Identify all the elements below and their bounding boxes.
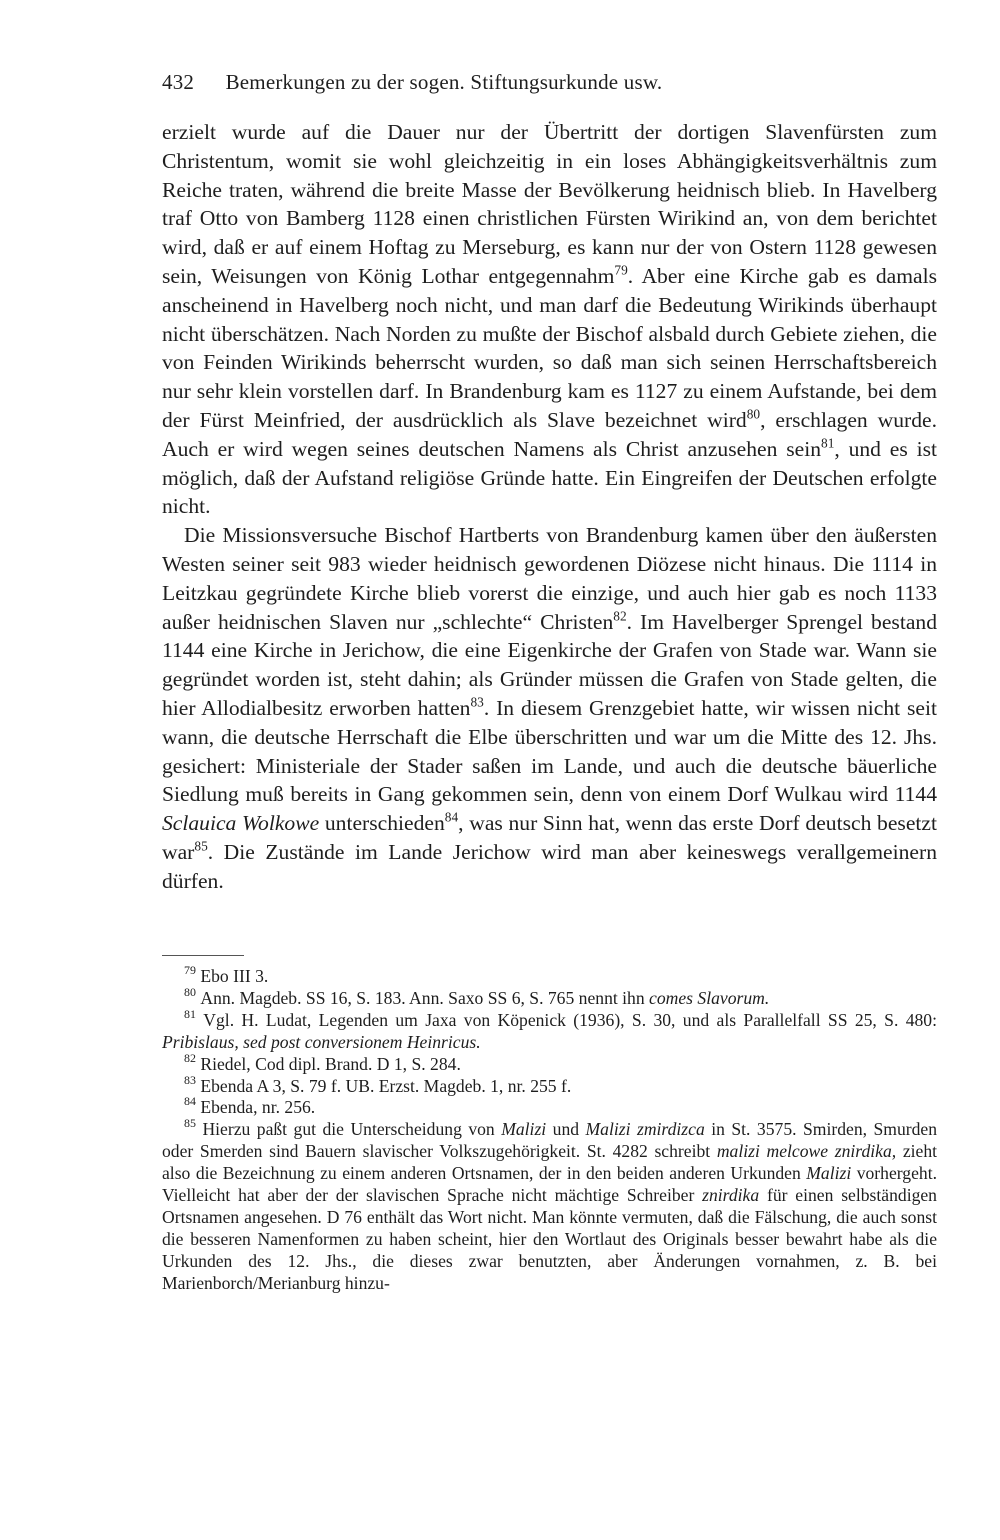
footnote bbox=[162, 1007, 937, 1054]
text-run: . Im Havelberger Sprengel bestand 1144 eine Kirche in Jerichow, die eine Eigenkirche der Grafen von Stade war. Wann sie gegründet worden ist, steht dahin; als Gründer müssen die Grafen von Stade gelten, die hier Allodialbesitz erworben hatten bbox=[162, 609, 938, 720]
footnote-number: 81 bbox=[184, 1007, 196, 1022]
footnote-text: Ebenda A 3, S. 79 f. UB. Erzst. Magdeb. 1, nr. 255 f. bbox=[200, 1075, 572, 1096]
footnote bbox=[162, 1116, 938, 1294]
italic-term: znirdika bbox=[702, 1185, 760, 1206]
footnote-text: Ann. Magdeb. SS 16, S. 183. Ann. Saxo SS 6, S. 765 nennt ihn bbox=[200, 987, 650, 1008]
page-number: 432 bbox=[162, 70, 195, 94]
footnote-text: vorhergeht. Vielleicht hat aber der der slavischen Sprache nicht mächtige Schreiber bbox=[162, 1163, 937, 1206]
footnote-ref[interactable]: 81 bbox=[821, 435, 835, 451]
footnote-ref[interactable]: 82 bbox=[613, 607, 627, 623]
footnote-number: 84 bbox=[184, 1094, 196, 1109]
italic-term: comes Slavorum. bbox=[649, 987, 770, 1008]
footnote bbox=[162, 1094, 937, 1119]
footnote bbox=[162, 1050, 937, 1076]
footnote-ref[interactable]: 84 bbox=[444, 809, 459, 825]
footnote-text: Ebenda, nr. 256. bbox=[200, 1097, 316, 1118]
text-run: , erschlagen wurde. Auch er wird wegen seines deutschen Namens als Christ anzusehen sein bbox=[162, 407, 937, 461]
footnote-text: für einen selbständigen Ortsnamen angesehen. D 76 enthält das Wort nicht. Man könnte vermuten, daß die Fälschung, die auch sonst die besseren Namenformen zu haben scheint, hier den Wortlaut des Originals besser bewahrt habe als die Urkunden des 12. Jhs., die dieses zwar benutzten, aber Änderungen vornahmen, z. B. bei Marienborch/Merianburg hinzu- bbox=[162, 1185, 937, 1293]
footnote-text: Hierzu paßt gut die Unterscheidung von bbox=[202, 1119, 502, 1140]
italic-term: Sclauica Wolkowe bbox=[162, 811, 320, 836]
italic-term: Malizi bbox=[806, 1163, 852, 1184]
footnotes bbox=[162, 963, 938, 1295]
main-text bbox=[162, 118, 937, 896]
text-run: , und es ist möglich, daß der Aufstand religiöse Gründe hatte. Ein Eingreifen der Deutschen erfolgte nicht. bbox=[162, 436, 937, 519]
italic-term: Pribislaus, sed post conversionem Heinricus. bbox=[162, 1031, 481, 1052]
footnote-number: 80 bbox=[184, 985, 196, 1000]
footnote-text: und bbox=[546, 1119, 586, 1140]
footnote-ref[interactable]: 83 bbox=[470, 694, 484, 710]
footnote-divider bbox=[162, 955, 244, 956]
footnote-number: 83 bbox=[184, 1072, 196, 1087]
footnote-ref[interactable]: 79 bbox=[614, 262, 628, 278]
paragraph bbox=[162, 118, 937, 521]
footnote-ref[interactable]: 85 bbox=[194, 838, 208, 854]
footnote-text: Riedel, Cod dipl. Brand. D 1, S. 284. bbox=[200, 1053, 461, 1074]
running-title: Bemerkungen zu der sogen. Stiftungsurkunde usw. bbox=[225, 70, 663, 94]
footnote-text: in St. 3575. Smirden, Smurden oder Smerden sind Bauern slavischer Volkszugehörigkeit. St. 4282 schreibt bbox=[162, 1119, 938, 1162]
text-run: erzielt wurde auf die Dauer nur der Übertritt der dortigen Slavenfürsten zum Christentum, womit sie wohl gleichzeitig in ein loses Abhängigkeitsverhältnis zum Reiche traten, während die breite Masse der Bevölkerung heidnisch blieb. In Havelberg traf Otto von Bamberg 1128 einen christlichen Fürsten Wirikind an, von dem berichtet wird, daß er auf einem Hoftag zu Merseburg, es kann nur der von Ostern 1128 gewesen sein, Weisungen von König Lothar entgegennahm bbox=[162, 120, 937, 288]
paragraph bbox=[162, 521, 937, 895]
text-run: . Aber eine Kirche gab es damals anscheinend in Havelberg noch nicht, und man darf die Bedeutung Wirikinds überhaupt nicht überschätzen. Nach Norden zu mußte der Bischof alsbald durch Gebiete ziehen, die von Feinden Wirikinds beherrscht wurden, so daß man sich seinen Herrschaftsbereich nur sehr klein vorstellen darf. In Brandenburg kam es 1127 zu einem Aufstande, bei dem der Fürst Meinfried, der ausdrücklich als Slave bezeichnet wird bbox=[162, 263, 938, 432]
footnote-text: zieht also die Bezeichnung zu einem anderen Ortsnamen, der in den beiden anderen Urkunden bbox=[162, 1141, 938, 1184]
text-run: . Die Zustände im Lande Jerichow wird man aber keineswegs verallgemeinern dürfen. bbox=[162, 839, 937, 893]
footnote-ref[interactable]: 80 bbox=[746, 406, 761, 422]
text-run: Die Missionsversuche Bischof Hartberts von Brandenburg kamen über den äußersten Westen seiner seit 983 wieder heidnisch gewordenen Diözese nicht hinaus. Die 1114 in Leitzkau gegründete Kirche blieb vorerst die einzige, und auch hier gab es noch 1133 außer heidnischen Slaven nur „schlechte“ Christen bbox=[162, 523, 937, 634]
italic-term: Malizi bbox=[501, 1119, 547, 1140]
running-header bbox=[162, 70, 942, 95]
footnote-number: 85 bbox=[184, 1116, 196, 1131]
text-run: unterschieden bbox=[319, 811, 445, 836]
footnote-text: Ebo III 3. bbox=[200, 966, 269, 986]
footnote bbox=[162, 963, 937, 988]
text-run: . In diesem Grenzgebiet hatte, wir wissen nicht seit wann, die deutsche Herrschaft die Elbe überschritten und war um die Mitte des 12. Jhs. gesichert: Ministeriale der Stader saßen im Lande, und auch die deutsche bäuerliche Siedlung muß bereits in Gang gekommen sein, denn von einem Dorf Wulkau wird 1144 bbox=[162, 695, 938, 807]
italic-term: Malizi zmirdizca bbox=[585, 1119, 705, 1140]
footnote-number: 79 bbox=[184, 963, 196, 978]
text-run: , was nur Sinn hat, wenn das erste Dorf deutsch besetzt war bbox=[162, 811, 937, 864]
footnote bbox=[162, 985, 937, 1010]
footnote bbox=[162, 1072, 937, 1098]
footnote-number: 82 bbox=[184, 1050, 196, 1065]
italic-term: malizi melcowe znirdika, bbox=[716, 1141, 897, 1162]
footnote-text: Vgl. H. Ludat, Legenden um Jaxa von Köpenick (1936), S. 30, und als Parallelfall SS 25, S. 480: bbox=[203, 1009, 937, 1030]
